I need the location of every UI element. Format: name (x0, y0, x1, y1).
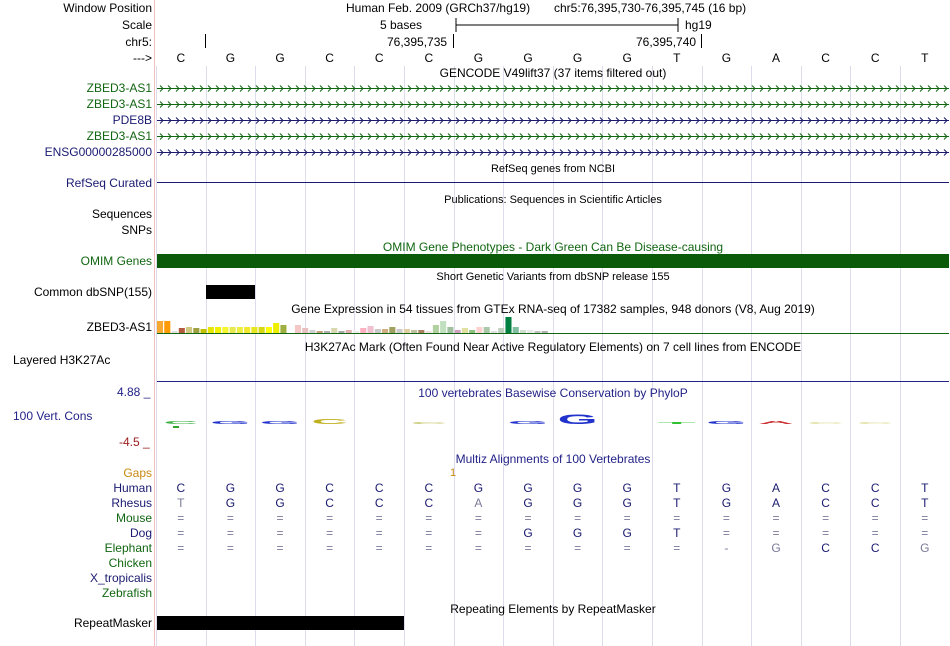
conservation-glyph: G (210, 420, 251, 426)
phylop-min: -4.5 _ (119, 435, 150, 449)
alignment-base: G (771, 541, 781, 555)
alignment-base: T (673, 526, 681, 540)
species-label[interactable]: Human (113, 481, 152, 495)
omim-track-title: OMIM Gene Phenotypes - Dark Green Can Be Disease-causing (382, 240, 724, 254)
reference-base: C (176, 51, 186, 65)
phylop-max: 4.88 _ (117, 385, 151, 399)
alignment-base: = (375, 541, 383, 555)
alignment-base: A (771, 496, 780, 510)
alignment-base: = (326, 541, 334, 555)
alignment-base: = (524, 511, 532, 525)
gencode-item-label[interactable]: ENSG00000285000 (44, 145, 152, 159)
alignment-base: G (622, 526, 632, 540)
gencode-track-title: GENCODE V49lift37 (37 items filtered out) (439, 66, 667, 80)
alignment-base: = (177, 526, 185, 540)
alignment-base: = (177, 541, 185, 555)
scale-db: hg19 (685, 18, 712, 32)
alignment-base: = (375, 511, 383, 525)
phylop-track-title: 100 vertebrates Basewise Conservation by PhyloP (418, 386, 688, 400)
alignment-base: T (921, 496, 929, 510)
alignment-base: = (425, 526, 433, 540)
alignment-base: = (226, 541, 234, 555)
reference-base: G (473, 51, 484, 65)
alignment-base: A (771, 481, 780, 495)
alignment-base: C (176, 481, 186, 495)
alignment-base: = (425, 511, 433, 525)
alignment-base: - (724, 541, 729, 555)
species-label[interactable]: Mouse (115, 511, 152, 525)
alignment-base: G (275, 496, 285, 510)
repeatmasker-label[interactable]: RepeatMasker (73, 616, 152, 630)
species-label[interactable]: Zebrafish (101, 586, 152, 600)
alignment-base: = (921, 511, 929, 525)
gaps-label[interactable]: Gaps (123, 466, 152, 480)
alignment-base: = (226, 511, 234, 525)
alignment-base: = (276, 511, 284, 525)
alignment-base: C (870, 496, 880, 510)
alignment-base: G (523, 481, 533, 495)
publications-track-title: Publications: Sequences in Scientific Articles (444, 194, 662, 206)
reference-base: T (921, 51, 929, 65)
alignment-base: G (225, 481, 236, 495)
repeatmasker-track-title: Repeating Elements by RepeatMasker (450, 602, 656, 616)
alignment-base: G (622, 496, 632, 510)
reference-base: C (374, 51, 384, 65)
alignment-base: C (374, 481, 384, 495)
alignment-base: G (275, 481, 285, 495)
strand-arrow-label: ---> (133, 51, 152, 65)
h3k27ac-track-title: H3K27Ac Mark (Often Found Near Active Regulatory Elements) on 7 cell lines from ENCODE (304, 340, 802, 354)
alignment-base: A (474, 496, 483, 510)
reference-base: C (870, 51, 880, 65)
multiz-track-title: Multiz Alignments of 100 Vertebrates (455, 452, 651, 466)
scale-text: 5 bases (380, 18, 423, 32)
repeat-element[interactable] (157, 616, 404, 630)
window-position-label: Window Position (63, 1, 152, 15)
conservation-glyph: G (508, 420, 548, 426)
species-label[interactable]: X_tropicalis (89, 571, 152, 585)
alignment-base: T (921, 481, 929, 495)
alignment-base: C (821, 496, 830, 510)
alignment-base: = (524, 541, 532, 555)
reference-base: G (622, 51, 632, 65)
sequences-label[interactable]: Sequences (91, 207, 152, 221)
alignment-base: = (326, 526, 334, 540)
dbsnp-label[interactable]: Common dbSNP(155) (33, 285, 152, 299)
alignment-base: C (325, 481, 334, 495)
alignment-base: = (574, 541, 582, 555)
alignment-base: = (326, 511, 334, 525)
dbsnp-track-title: Short Genetic Variants from dbSNP release 155 (436, 271, 670, 283)
gencode-item-label[interactable]: ZBED3-AS1 (86, 81, 152, 95)
conservation-glyph: G (260, 420, 300, 426)
alignment-base: = (623, 511, 631, 525)
alignment-base: = (425, 541, 433, 555)
alignment-base: G (721, 496, 732, 510)
alignment-base: = (871, 526, 879, 540)
alignment-base: C (821, 541, 830, 555)
omim-label[interactable]: OMIM Genes (80, 254, 152, 268)
alignment-base: = (226, 526, 234, 540)
species-label[interactable]: Elephant (104, 541, 152, 555)
conservation-glyph: C (410, 421, 447, 425)
conservation-glyph: A (758, 420, 796, 426)
gtex-track-title: Gene Expression in 54 tissues from GTEx RNA-seq of 17382 samples, 948 donors (V8, Aug 2019) (291, 302, 815, 316)
alignment-base: C (870, 541, 880, 555)
gap-marker[interactable]: 1 (450, 467, 457, 479)
assembly-name: Human Feb. 2009 (GRCh37/hg19) (346, 1, 531, 15)
alignment-base: C (325, 496, 334, 510)
alignment-base: = (772, 511, 780, 525)
reference-base: G (225, 51, 236, 65)
coordinate-label-2: 76,395,740 (636, 35, 697, 49)
alignment-base: = (276, 526, 284, 540)
refseq-label[interactable]: RefSeq Curated (65, 176, 152, 190)
species-label[interactable]: Chicken (108, 556, 152, 570)
alignment-base: C (374, 496, 384, 510)
alignment-base: = (574, 511, 582, 525)
alignment-base: = (822, 526, 830, 540)
gencode-item-label[interactable]: ZBED3-AS1 (86, 97, 152, 111)
conservation-glyph: C (163, 420, 200, 426)
alignment-base: T (673, 481, 681, 495)
alignment-base: = (673, 511, 681, 525)
species-label[interactable]: Dog (129, 526, 152, 540)
scale-label: Scale (121, 18, 152, 32)
alignment-base: = (474, 511, 482, 525)
alignment-base: C (424, 481, 434, 495)
reference-base: C (325, 51, 334, 65)
alignment-base: G (721, 481, 732, 495)
alignment-base: T (177, 496, 185, 510)
conservation-glyph: G (557, 410, 598, 428)
gencode-item-label[interactable]: ZBED3-AS1 (86, 129, 152, 143)
reference-base: G (572, 51, 583, 65)
reference-base: G (523, 51, 533, 65)
phylop-label[interactable]: 100 Vert. Cons (13, 409, 93, 423)
snps-label[interactable]: SNPs (121, 223, 152, 237)
reference-base: G (275, 51, 285, 65)
alignment-base: T (673, 496, 681, 510)
reference-base: C (821, 51, 830, 65)
alignment-base: = (474, 526, 482, 540)
conservation-glyph: T (657, 421, 698, 425)
reference-base: G (721, 51, 732, 65)
conservation-negative-mark (173, 426, 179, 428)
alignment-base: = (871, 511, 879, 525)
conservation-glyph: C (857, 421, 894, 425)
alignment-base: = (822, 511, 830, 525)
coordinate-label-1: 76,395,735 (387, 35, 448, 49)
alignment-base: = (474, 541, 482, 555)
alignment-base: = (276, 541, 284, 555)
alignment-base: = (673, 541, 681, 555)
reference-base: A (771, 51, 780, 65)
conservation-glyph: C (807, 421, 844, 425)
alignment-base: G (523, 526, 533, 540)
conservation-glyph: G (706, 420, 747, 426)
h3k27ac-label[interactable]: Layered H3K27Ac (13, 353, 111, 367)
alignment-base: G (523, 496, 533, 510)
alignment-base: G (572, 496, 583, 510)
conservation-glyph: C (311, 417, 349, 426)
alignment-base: G (622, 481, 632, 495)
alignment-base: = (722, 511, 730, 525)
alignment-base: = (722, 526, 730, 540)
alignment-base: G (920, 541, 930, 555)
alignment-base: C (870, 481, 880, 495)
gtex-label[interactable]: ZBED3-AS1 (86, 320, 152, 334)
gencode-item-label[interactable]: PDE8B (112, 113, 152, 127)
alignment-base: = (921, 526, 929, 540)
chr-label: chr5: (125, 35, 152, 49)
reference-base: T (673, 51, 681, 65)
refseq-track-title: RefSeq genes from NCBI (490, 163, 616, 175)
species-label[interactable]: Rhesus (111, 496, 152, 510)
alignment-base: G (572, 481, 583, 495)
alignment-base: G (572, 526, 583, 540)
alignment-base: G (473, 481, 484, 495)
alignment-base: = (772, 526, 780, 540)
reference-base: C (424, 51, 434, 65)
alignment-base: G (225, 496, 236, 510)
alignment-base: = (177, 511, 185, 525)
alignment-base: C (424, 496, 434, 510)
alignment-base: = (623, 541, 631, 555)
window-position: chr5:76,395,730-76,395,745 (16 bp) (554, 1, 747, 15)
alignment-base: = (375, 526, 383, 540)
alignment-base: C (821, 481, 830, 495)
